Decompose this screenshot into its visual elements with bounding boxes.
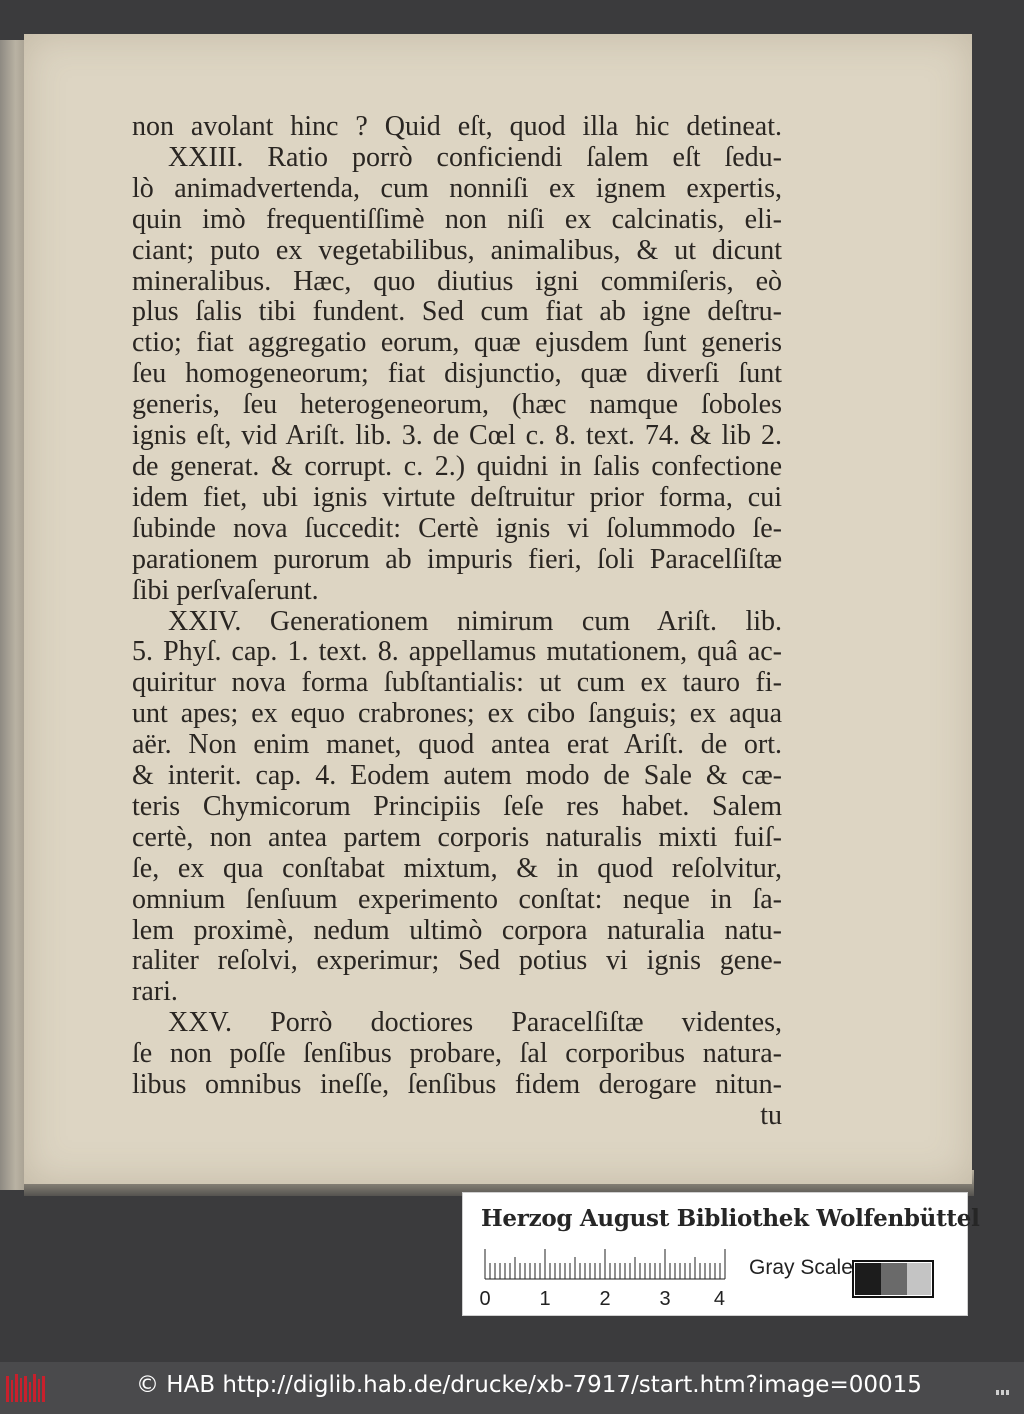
- text-line: generis, ſeu heterogeneorum, (hæc namque ſoboles: [132, 389, 782, 421]
- text-line: lò animadvertenda, cum nonniſi ex ignem expertis,: [132, 172, 782, 204]
- text-line: unt apes; ex equo crabrones; ex cibo ſanguis; ex aqua: [132, 698, 782, 730]
- catchword: tu: [760, 1100, 782, 1131]
- ruler-number-1: 1: [539, 1288, 551, 1310]
- hab-barcode-logo-icon: [6, 1374, 46, 1404]
- ruler-scale: [479, 1249, 725, 1310]
- text-line: raliter reſolvi, experimur; Sed potius vi ignis gene-: [132, 945, 782, 977]
- text-line: libus omnibus ineſſe, ſenſibus fidem derogare nitun-: [132, 1069, 782, 1101]
- footer-dots-icon: [972, 1388, 1012, 1396]
- text-line: XXIV. Generationem nimirum cum Ariſt. lib.: [168, 605, 782, 637]
- ruler-number-3: 3: [659, 1288, 671, 1310]
- text-line: 5. Phyſ. cap. 1. text. 8. appellamus mutationem, quâ ac-: [132, 636, 782, 668]
- text-line: ctio; fiat aggregatio eorum, quæ ejusdem ſunt generis: [132, 327, 782, 359]
- ruler-number-4: 4: [713, 1288, 725, 1310]
- library-title: Herzog August Bibliothek Wolfenbüttel: [481, 1205, 980, 1232]
- text-line: ſibi perſvaſerunt.: [132, 574, 319, 606]
- ruler-number-2: 2: [599, 1288, 611, 1310]
- footer-bar: [0, 1362, 1024, 1414]
- text-line: XXIII. Ratio porrò conficiendi ſalem eſt ſedu-: [168, 141, 782, 173]
- text-line: parationem purorum ab impuris fieri, ſoli Paracelſiſtæ: [132, 543, 782, 575]
- text-line: XXV. Porrò doctiores Paracelſiſtæ videntes,: [168, 1007, 782, 1039]
- text-line: ſe, ex qua conſtabat mixtum, & in quod reſolvitur,: [132, 852, 782, 884]
- text-line: idem fiet, ubi ignis virtute deſtruitur prior forma, cui: [132, 481, 782, 513]
- text-line: quiritur nova forma ſubſtantialis: ut cum ex tauro fi-: [132, 667, 782, 699]
- page-text: [132, 112, 782, 1132]
- text-line: rari.: [132, 976, 178, 1008]
- text-line: de generat. & corrupt. c. 2.) quidni in ſalis confectione: [132, 450, 782, 482]
- text-line: lem proximè, nedum ultimò corpora naturalia natu-: [132, 914, 782, 946]
- text-line: aër. Non enim manet, quod antea erat Ariſt. de ort.: [132, 729, 782, 761]
- text-line: mineralibus. Hæc, quo diutius igni commiſeris, eò: [132, 265, 782, 297]
- gray-scale-label: Gray Scale: [749, 1256, 853, 1279]
- text-line: ſeu homogeneorum; fiat disjunctio, quæ diverſi ſunt: [132, 358, 782, 390]
- left-page-edge: [0, 40, 26, 1190]
- text-line: teris Chymicorum Principiis ſeſe res habet. Salem: [132, 790, 782, 822]
- text-line: omnium ſenſuum experimento conſtat: neque in ſa-: [132, 883, 782, 915]
- text-line: quin imò frequentiſſimè non niſi ex calcinatis, eli-: [132, 203, 782, 235]
- color-target-card: [462, 1192, 980, 1316]
- gray-scale-swatch: [853, 1261, 933, 1297]
- text-line: non avolant hinc ? Quid eſt, quod illa hic detineat.: [132, 111, 782, 142]
- text-line: & interit. cap. 4. Eodem autem modo de Sale & cæ-: [132, 760, 782, 792]
- text-line: ſubinde nova ſuccedit: Certè ignis vi ſolummodo ſe-: [132, 512, 782, 544]
- text-line: certè, non antea partem corporis naturalis mixti fuiſ-: [132, 821, 782, 853]
- text-line: plus ſalis tibi fundent. Sed cum fiat ab igne deſtru-: [132, 296, 782, 328]
- text-line: ciant; puto ex vegetabilibus, animalibus, & ut dicunt: [132, 234, 782, 266]
- text-line: ſe non poſſe ſenſibus probare, ſal corporibus natura-: [132, 1038, 782, 1070]
- text-line: ignis eſt, vid Ariſt. lib. 3. de Cœl c. 8. text. 74. & lib 2.: [132, 420, 782, 452]
- ruler-number-0: 0: [479, 1288, 491, 1310]
- copyright-url: © HAB http://diglib.hab.de/drucke/xb-7917/start.htm?image=00015: [136, 1372, 922, 1398]
